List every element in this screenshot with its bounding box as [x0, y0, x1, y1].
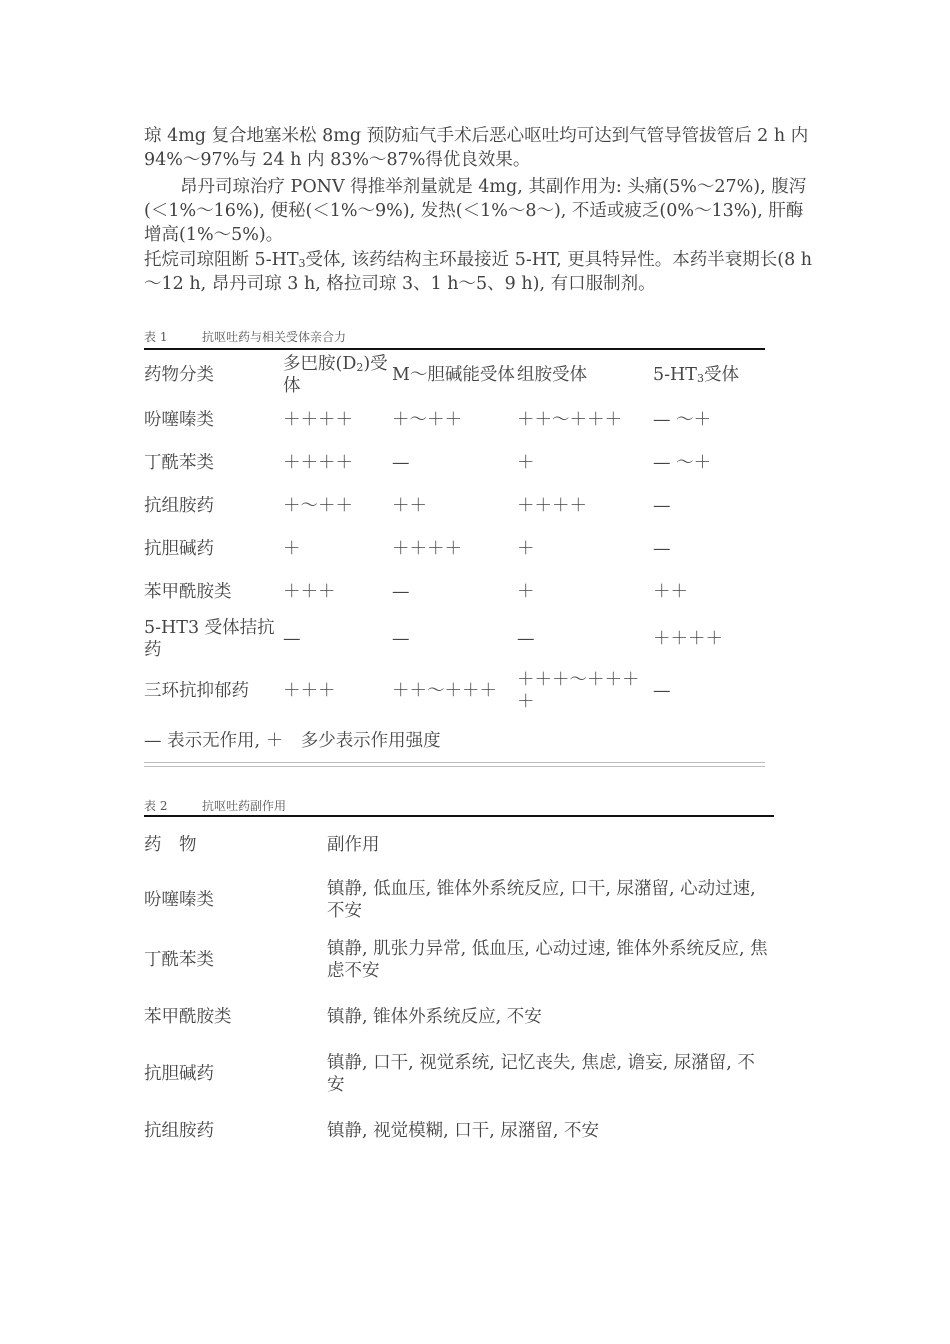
table-row — [144, 570, 764, 613]
table-cell: 镇静, 锥体外系统反应, 不安 — [327, 1007, 542, 1027]
table-cell: 镇静, 低血压, 锥体外系统反应, 口干, 尿潴留, 心动过速, 不安 — [327, 879, 756, 921]
table-cell: ＋～＋＋ — [283, 495, 353, 516]
table-row — [144, 398, 764, 441]
table-cell: ＋＋＋＋ — [392, 538, 462, 559]
table-row — [144, 1044, 772, 1104]
table-cell: ＋＋＋～＋＋＋＋ — [517, 670, 640, 712]
table-cell: — — [653, 495, 671, 516]
table-1-header-row — [144, 352, 764, 398]
table-cell: ＋～＋＋ — [392, 409, 462, 430]
table-cell: — — [392, 629, 410, 649]
table-2-header-drug: 药 物 — [144, 835, 197, 855]
table-row — [144, 870, 772, 930]
table-cell: — — [517, 629, 535, 649]
table-2 — [144, 820, 772, 1158]
table-1-header-cholinergic: M～胆碱能受体 — [392, 365, 515, 385]
table-cell: ＋ — [517, 581, 535, 602]
table-row — [144, 1104, 772, 1158]
table-1-header-class: 药物分类 — [144, 365, 214, 385]
paragraph-2: 昂丹司琼治疗 PONV 得推举剂量就是 4mg, 其副作用为: 头痛(5%～27%), 腹泻(＜1%～16%), 便秘(＜1%～9%), 发热(＜1%～8～), 不适或疲乏(0%～13%), 肝酶增高(1%～5%)。 — [144, 177, 807, 245]
table-row — [144, 527, 764, 570]
table-cell: ＋ — [283, 538, 301, 559]
table-cell: 苯甲酰胺类 — [144, 1007, 232, 1027]
table-cell: 5-HT3 受体拮抗药 — [144, 618, 275, 660]
table-cell: ＋＋＋＋ — [283, 452, 353, 473]
table-cell: — — [283, 629, 301, 649]
table-1-caption — [144, 328, 346, 345]
table-1-caption-number: 表 1 — [144, 330, 168, 344]
table-1-caption-title: 抗呕吐药与相关受体亲合力 — [202, 330, 347, 344]
table-cell: ＋＋～＋＋＋ — [392, 681, 497, 701]
table-cell: — — [653, 538, 671, 559]
table-1-top-rule — [144, 348, 765, 350]
table-cell: — — [653, 681, 671, 701]
table-2-header-row — [144, 820, 772, 870]
table-cell: 抗组胺药 — [144, 495, 214, 516]
paragraph-3-part-a: 托烷司琼阻断 5-HT — [144, 250, 299, 270]
table-1-bottom-double-rule — [144, 762, 765, 767]
table-cell: ＋ — [517, 538, 535, 559]
table-cell: ＋＋＋ — [283, 681, 336, 701]
table-cell: ＋＋＋ — [283, 581, 336, 602]
table-cell: 吩噻嗪类 — [144, 409, 214, 430]
table-cell: 丁酰苯类 — [144, 950, 214, 970]
table-cell: ＋＋ — [392, 495, 427, 516]
table-2-header-side-effects: 副作用 — [327, 835, 380, 855]
paragraph-3 — [144, 248, 814, 296]
table-2-top-rule — [144, 815, 774, 817]
table-2-caption — [144, 797, 286, 814]
paragraph-3-part-b: 受体, 该药结构主环最接近 5-HT, 更具特异性。本药半衰期长(8 h～12 h, 昂丹司琼 3 h, 格拉司琼 3、1 h～5、9 h), 有口服制剂。 — [144, 250, 813, 294]
table-cell: ＋ — [517, 452, 535, 473]
table-cell: 镇静, 视觉模糊, 口干, 尿潴留, 不安 — [327, 1121, 600, 1141]
table-cell: ＋＋＋＋ — [653, 629, 723, 649]
table-cell: 丁酰苯类 — [144, 452, 214, 473]
table-1-header-5ht3: $5-HT_3$受体 — [653, 365, 739, 385]
table-cell: 苯甲酰胺类 — [144, 581, 232, 602]
paragraph-3-subscript: 3 — [298, 257, 306, 270]
table-cell: ＋＋～＋＋＋ — [517, 409, 622, 430]
table-2-caption-title: 抗呕吐药副作用 — [202, 799, 287, 813]
table-row — [144, 665, 764, 717]
table-cell: ＋＋ — [653, 581, 688, 602]
table-row — [144, 930, 772, 990]
table-cell: ＋＋＋＋ — [283, 409, 353, 430]
table-1-header-dopamine: 多巴胺$(D_2)$受体 — [283, 354, 388, 396]
table-cell: 吩噻嗪类 — [144, 890, 214, 910]
table-cell: 抗胆碱药 — [144, 538, 214, 559]
table-cell: ＋＋＋＋ — [517, 495, 587, 516]
table-1-note: — 表示无作用, ＋ 多少表示作用强度 — [144, 731, 441, 751]
table-cell: 镇静, 肌张力异常, 低血压, 心动过速, 锥体外系统反应, 焦虑不安 — [327, 939, 768, 981]
table-1 — [144, 352, 764, 765]
table-1-note-row — [144, 717, 764, 765]
table-cell: — ～＋ — [653, 409, 712, 430]
table-cell: 抗组胺药 — [144, 1121, 214, 1141]
table-row — [144, 441, 764, 484]
table-2-caption-number: 表 2 — [144, 799, 168, 813]
table-1-header-histamine: 组胺受体 — [517, 365, 587, 385]
table-cell: 抗胆碱药 — [144, 1064, 214, 1084]
table-cell: 三环抗抑郁药 — [144, 681, 249, 701]
table-row — [144, 613, 764, 665]
table-row — [144, 484, 764, 527]
table-cell: — ～＋ — [653, 452, 712, 473]
table-cell: — — [392, 581, 410, 602]
table-cell: — — [392, 452, 410, 473]
paragraph-1: 琼 4mg 复合地塞米松 8mg 预防疝气手术后恶心呕吐均可达到气管导管拔管后 2 h 内 94%～97%与 24 h 内 83%～87%得优良效果。 — [144, 126, 809, 170]
table-cell: 镇静, 口干, 视觉系统, 记忆丧失, 焦虑, 谵妄, 尿潴留, 不安 — [327, 1053, 755, 1095]
table-row — [144, 990, 772, 1044]
